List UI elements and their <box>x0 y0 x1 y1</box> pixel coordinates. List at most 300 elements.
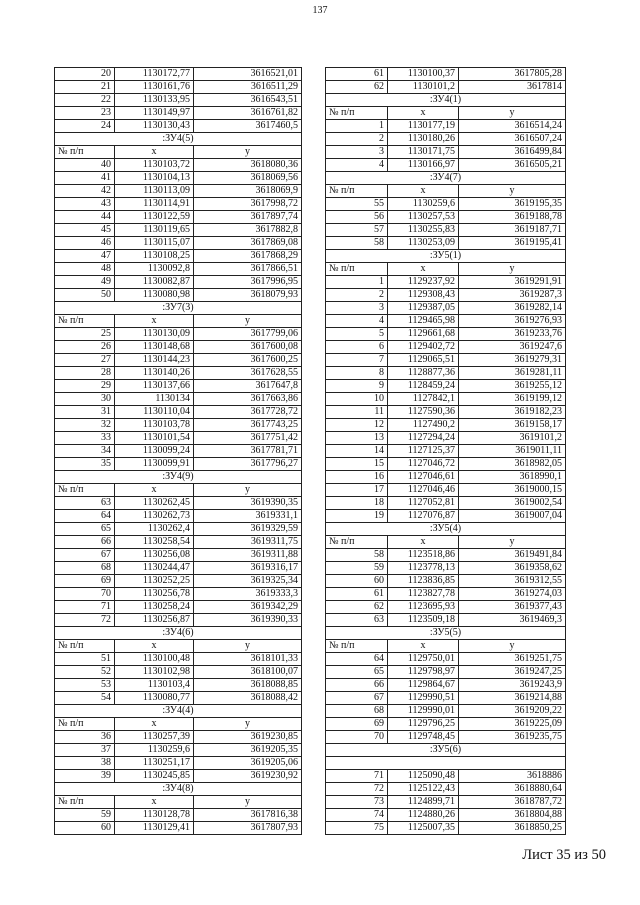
point-number: 20 <box>55 68 115 81</box>
y-coordinate: 3619214,88 <box>459 692 566 705</box>
table-row <box>326 445 566 458</box>
point-number: 5 <box>326 328 388 341</box>
point-number: 30 <box>55 393 115 406</box>
x-coordinate: 1130103,4 <box>115 679 194 692</box>
point-number: 63 <box>326 614 388 627</box>
table-row <box>326 224 566 237</box>
header-number: № п/п <box>326 536 388 549</box>
table-row <box>55 523 302 536</box>
y-coordinate: 3616521,01 <box>194 68 302 81</box>
point-number: 48 <box>55 263 115 276</box>
x-coordinate: 1130257,39 <box>115 731 194 744</box>
point-number: 50 <box>55 289 115 302</box>
y-coordinate: 3619007,04 <box>459 510 566 523</box>
blank-row <box>326 757 566 770</box>
point-number: 11 <box>326 406 388 419</box>
point-number: 69 <box>55 575 115 588</box>
table-row <box>55 224 302 237</box>
y-coordinate: 3619247,25 <box>459 666 566 679</box>
point-number: 25 <box>55 328 115 341</box>
table-row <box>326 367 566 380</box>
point-number: 52 <box>55 666 115 679</box>
table-row <box>55 432 302 445</box>
y-coordinate: 3619002,54 <box>459 497 566 510</box>
point-number: 49 <box>55 276 115 289</box>
point-number: 67 <box>326 692 388 705</box>
x-coordinate: 1123509,18 <box>388 614 459 627</box>
point-number: 38 <box>55 757 115 770</box>
table-row <box>326 718 566 731</box>
point-number: 47 <box>55 250 115 263</box>
x-coordinate: 1128877,36 <box>388 367 459 380</box>
point-number: 51 <box>55 653 115 666</box>
point-number: 4 <box>326 159 388 172</box>
table-row <box>326 419 566 432</box>
point-number: 72 <box>326 783 388 796</box>
point-number: 3 <box>326 302 388 315</box>
sheet-footer: Лист 35 из 50 <box>522 847 606 863</box>
table-row <box>326 679 566 692</box>
point-number: 62 <box>326 81 388 94</box>
y-coordinate: 3617868,29 <box>194 250 302 263</box>
point-number: 72 <box>55 614 115 627</box>
table-row <box>55 614 302 627</box>
section-title-row <box>55 705 302 718</box>
x-coordinate: 1129065,51 <box>388 354 459 367</box>
table-row <box>326 666 566 679</box>
y-coordinate: 3616761,82 <box>194 107 302 120</box>
x-coordinate: 1130100,48 <box>115 653 194 666</box>
table-row <box>326 822 566 835</box>
table-row <box>55 770 302 783</box>
x-coordinate: 1130262,4 <box>115 523 194 536</box>
section-title-row <box>326 250 566 263</box>
y-coordinate: 3619377,43 <box>459 601 566 614</box>
x-coordinate: 1130133,95 <box>115 94 194 107</box>
x-coordinate: 1130114,91 <box>115 198 194 211</box>
x-coordinate: 1130129,41 <box>115 822 194 835</box>
table-row <box>326 406 566 419</box>
y-coordinate: 3616499,84 <box>459 146 566 159</box>
table-row <box>326 289 566 302</box>
x-coordinate: 1129402,72 <box>388 341 459 354</box>
right-table-body <box>326 68 566 835</box>
table-row <box>55 94 302 107</box>
y-coordinate: 3619491,84 <box>459 549 566 562</box>
x-coordinate: 1123827,78 <box>388 588 459 601</box>
point-number: 65 <box>55 523 115 536</box>
x-coordinate: 1130256,78 <box>115 588 194 601</box>
column-header-row <box>55 718 302 731</box>
table-row <box>55 744 302 757</box>
table-row <box>326 601 566 614</box>
table-row <box>55 81 302 94</box>
x-coordinate: 1130256,87 <box>115 614 194 627</box>
table-row <box>55 679 302 692</box>
y-coordinate: 3619251,75 <box>459 653 566 666</box>
y-coordinate: 3619205,06 <box>194 757 302 770</box>
y-coordinate: 3618069,9 <box>194 185 302 198</box>
point-number: 21 <box>55 81 115 94</box>
section-title: :ЗУ4(4) <box>55 705 302 718</box>
x-coordinate: 1129661,68 <box>388 328 459 341</box>
point-number: 35 <box>55 458 115 471</box>
x-coordinate: 1130102,98 <box>115 666 194 679</box>
y-coordinate: 3619205,35 <box>194 744 302 757</box>
y-coordinate: 3617743,25 <box>194 419 302 432</box>
y-coordinate: 3619101,2 <box>459 432 566 445</box>
x-coordinate: 1130113,09 <box>115 185 194 198</box>
column-header-row <box>55 146 302 159</box>
point-number: 28 <box>55 367 115 380</box>
point-number: 33 <box>55 432 115 445</box>
point-number: 7 <box>326 354 388 367</box>
table-row <box>55 536 302 549</box>
table-row <box>326 562 566 575</box>
header-x: x <box>115 315 194 328</box>
table-row <box>55 211 302 224</box>
y-coordinate: 3619316,17 <box>194 562 302 575</box>
y-coordinate: 3618982,05 <box>459 458 566 471</box>
y-coordinate: 3619011,11 <box>459 445 566 458</box>
table-row <box>55 809 302 822</box>
x-coordinate: 1130080,98 <box>115 289 194 302</box>
header-number: № п/п <box>326 107 388 120</box>
table-row <box>326 809 566 822</box>
x-coordinate: 1130259,6 <box>115 744 194 757</box>
x-coordinate: 1127590,36 <box>388 406 459 419</box>
y-coordinate: 3617728,72 <box>194 406 302 419</box>
header-number: № п/п <box>55 640 115 653</box>
table-row <box>55 380 302 393</box>
table-row <box>326 328 566 341</box>
point-number: 66 <box>326 679 388 692</box>
section-title: :ЗУ7(3) <box>55 302 302 315</box>
x-coordinate: 1130092,8 <box>115 263 194 276</box>
point-number: 15 <box>326 458 388 471</box>
x-coordinate: 1130137,66 <box>115 380 194 393</box>
table-row <box>55 341 302 354</box>
point-number: 2 <box>326 133 388 146</box>
table-row <box>326 341 566 354</box>
y-coordinate: 3619469,3 <box>459 614 566 627</box>
section-title-row <box>55 471 302 484</box>
y-coordinate: 3619000,15 <box>459 484 566 497</box>
x-coordinate: 1130245,85 <box>115 770 194 783</box>
x-coordinate: 1130252,25 <box>115 575 194 588</box>
y-coordinate: 3619230,85 <box>194 731 302 744</box>
point-number: 4 <box>326 315 388 328</box>
table-row <box>326 159 566 172</box>
x-coordinate: 1125007,35 <box>388 822 459 835</box>
x-coordinate: 1123518,86 <box>388 549 459 562</box>
point-number: 34 <box>55 445 115 458</box>
table-row <box>55 237 302 250</box>
left-coordinates-table <box>54 67 302 835</box>
y-coordinate: 3617600,08 <box>194 341 302 354</box>
x-coordinate: 1130177,19 <box>388 120 459 133</box>
x-coordinate: 1129387,05 <box>388 302 459 315</box>
table-row <box>55 653 302 666</box>
table-row <box>326 692 566 705</box>
y-coordinate: 3619311,88 <box>194 549 302 562</box>
header-y: y <box>194 484 302 497</box>
table-row <box>55 276 302 289</box>
point-number: 39 <box>55 770 115 783</box>
table-row <box>55 575 302 588</box>
table-row <box>55 601 302 614</box>
point-number: 60 <box>326 575 388 588</box>
section-title-row <box>326 523 566 536</box>
point-number: 31 <box>55 406 115 419</box>
table-row <box>55 588 302 601</box>
y-coordinate: 3619188,78 <box>459 211 566 224</box>
header-y: y <box>459 107 566 120</box>
x-coordinate: 1129798,97 <box>388 666 459 679</box>
x-coordinate: 1127490,2 <box>388 419 459 432</box>
header-y: y <box>194 796 302 809</box>
point-number: 69 <box>326 718 388 731</box>
y-coordinate: 3617796,27 <box>194 458 302 471</box>
point-number: 6 <box>326 341 388 354</box>
table-row <box>55 198 302 211</box>
blank-cell <box>326 757 566 770</box>
point-number: 53 <box>55 679 115 692</box>
section-title-row <box>326 627 566 640</box>
y-coordinate: 3619287,3 <box>459 289 566 302</box>
y-coordinate: 3618100,07 <box>194 666 302 679</box>
section-title-row <box>55 783 302 796</box>
column-header-row <box>55 796 302 809</box>
section-title: :ЗУ5(1) <box>326 250 566 263</box>
y-coordinate: 3618850,25 <box>459 822 566 835</box>
x-coordinate: 1130103,72 <box>115 159 194 172</box>
table-row <box>326 302 566 315</box>
table-row <box>326 198 566 211</box>
point-number: 9 <box>326 380 388 393</box>
table-row <box>55 393 302 406</box>
table-row <box>326 68 566 81</box>
y-coordinate: 3617869,08 <box>194 237 302 250</box>
table-row <box>55 289 302 302</box>
point-number: 24 <box>55 120 115 133</box>
x-coordinate: 1130180,26 <box>388 133 459 146</box>
point-number: 17 <box>326 484 388 497</box>
table-row <box>55 367 302 380</box>
x-coordinate: 1130144,23 <box>115 354 194 367</box>
x-coordinate: 1129864,67 <box>388 679 459 692</box>
y-coordinate: 3619225,09 <box>459 718 566 731</box>
point-number: 41 <box>55 172 115 185</box>
point-number: 71 <box>326 770 388 783</box>
x-coordinate: 1127046,72 <box>388 458 459 471</box>
y-coordinate: 3617897,74 <box>194 211 302 224</box>
section-title: :ЗУ4(7) <box>326 172 566 185</box>
point-number: 43 <box>55 198 115 211</box>
column-header-row <box>326 263 566 276</box>
table-row <box>55 159 302 172</box>
point-number: 67 <box>55 549 115 562</box>
y-coordinate: 3617998,72 <box>194 198 302 211</box>
point-number: 14 <box>326 445 388 458</box>
header-y: y <box>459 185 566 198</box>
y-coordinate: 3619230,92 <box>194 770 302 783</box>
point-number: 32 <box>55 419 115 432</box>
header-x: x <box>388 640 459 653</box>
x-coordinate: 1130148,68 <box>115 341 194 354</box>
header-x: x <box>115 640 194 653</box>
table-row <box>326 380 566 393</box>
right-coordinates-table <box>325 67 566 835</box>
point-number: 26 <box>55 341 115 354</box>
point-number: 42 <box>55 185 115 198</box>
x-coordinate: 1130080,77 <box>115 692 194 705</box>
x-coordinate: 1130101,2 <box>388 81 459 94</box>
header-number: № п/п <box>326 185 388 198</box>
table-row <box>326 354 566 367</box>
point-number: 22 <box>55 94 115 107</box>
x-coordinate: 1130258,24 <box>115 601 194 614</box>
y-coordinate: 3619291,91 <box>459 276 566 289</box>
x-coordinate: 1130255,83 <box>388 224 459 237</box>
y-coordinate: 3619312,55 <box>459 575 566 588</box>
x-coordinate: 1130253,09 <box>388 237 459 250</box>
table-row <box>326 497 566 510</box>
x-coordinate: 1127052,81 <box>388 497 459 510</box>
point-number: 66 <box>55 536 115 549</box>
x-coordinate: 1125122,43 <box>388 783 459 796</box>
point-number: 45 <box>55 224 115 237</box>
point-number: 65 <box>326 666 388 679</box>
y-coordinate: 3616511,29 <box>194 81 302 94</box>
y-coordinate: 3619279,31 <box>459 354 566 367</box>
point-number: 73 <box>326 796 388 809</box>
table-row <box>326 510 566 523</box>
section-title-row <box>55 627 302 640</box>
point-number: 71 <box>55 601 115 614</box>
point-number: 13 <box>326 432 388 445</box>
x-coordinate: 1130149,97 <box>115 107 194 120</box>
point-number: 1 <box>326 276 388 289</box>
x-coordinate: 1129748,45 <box>388 731 459 744</box>
table-row <box>326 432 566 445</box>
x-coordinate: 1130166,97 <box>388 159 459 172</box>
table-row <box>55 120 302 133</box>
table-row <box>55 666 302 679</box>
y-coordinate: 3619276,93 <box>459 315 566 328</box>
point-number: 36 <box>55 731 115 744</box>
table-row <box>55 172 302 185</box>
table-row <box>326 133 566 146</box>
y-coordinate: 3617805,28 <box>459 68 566 81</box>
y-coordinate: 3617816,38 <box>194 809 302 822</box>
x-coordinate: 1127076,87 <box>388 510 459 523</box>
y-coordinate: 3618804,88 <box>459 809 566 822</box>
table-row <box>326 783 566 796</box>
x-coordinate: 1123836,85 <box>388 575 459 588</box>
point-number: 3 <box>326 146 388 159</box>
point-number: 18 <box>326 497 388 510</box>
table-row <box>55 692 302 705</box>
table-row <box>326 237 566 250</box>
x-coordinate: 1129308,43 <box>388 289 459 302</box>
x-coordinate: 1130172,77 <box>115 68 194 81</box>
y-coordinate: 3619274,03 <box>459 588 566 601</box>
header-y: y <box>194 146 302 159</box>
x-coordinate: 1130262,45 <box>115 497 194 510</box>
x-coordinate: 1130140,26 <box>115 367 194 380</box>
x-coordinate: 1130115,07 <box>115 237 194 250</box>
table-row <box>55 549 302 562</box>
y-coordinate: 3617751,42 <box>194 432 302 445</box>
point-number: 70 <box>55 588 115 601</box>
table-row <box>55 185 302 198</box>
table-row <box>326 276 566 289</box>
y-coordinate: 3619281,11 <box>459 367 566 380</box>
point-number: 40 <box>55 159 115 172</box>
header-number: № п/п <box>55 718 115 731</box>
table-row <box>55 562 302 575</box>
point-number: 64 <box>326 653 388 666</box>
x-coordinate: 1130256,08 <box>115 549 194 562</box>
y-coordinate: 3618886 <box>459 770 566 783</box>
section-title: :ЗУ4(1) <box>326 94 566 107</box>
section-title-row <box>55 133 302 146</box>
point-number: 27 <box>55 354 115 367</box>
y-coordinate: 3619329,59 <box>194 523 302 536</box>
y-coordinate: 3619158,17 <box>459 419 566 432</box>
y-coordinate: 3618080,36 <box>194 159 302 172</box>
column-header-row <box>55 315 302 328</box>
section-title-row <box>326 94 566 107</box>
section-title: :ЗУ4(9) <box>55 471 302 484</box>
y-coordinate: 3617882,8 <box>194 224 302 237</box>
y-coordinate: 3617647,8 <box>194 380 302 393</box>
y-coordinate: 3619390,35 <box>194 497 302 510</box>
y-coordinate: 3619325,34 <box>194 575 302 588</box>
header-number: № п/п <box>55 146 115 159</box>
column-header-row <box>55 640 302 653</box>
section-title: :ЗУ4(8) <box>55 783 302 796</box>
x-coordinate: 1123695,93 <box>388 601 459 614</box>
left-table-body <box>55 68 302 835</box>
header-number: № п/п <box>326 640 388 653</box>
section-title: :ЗУ4(5) <box>55 133 302 146</box>
header-x: x <box>115 796 194 809</box>
x-coordinate: 1130128,78 <box>115 809 194 822</box>
point-number: 64 <box>55 510 115 523</box>
table-row <box>326 614 566 627</box>
table-row <box>326 653 566 666</box>
x-coordinate: 1127046,46 <box>388 484 459 497</box>
x-coordinate: 1124899,71 <box>388 796 459 809</box>
point-number: 61 <box>326 588 388 601</box>
y-coordinate: 3617996,95 <box>194 276 302 289</box>
x-coordinate: 1130122,59 <box>115 211 194 224</box>
y-coordinate: 3619209,22 <box>459 705 566 718</box>
page-number: 137 <box>312 5 328 16</box>
section-title: :ЗУ5(4) <box>326 523 566 536</box>
header-y: y <box>194 718 302 731</box>
x-coordinate: 1130104,13 <box>115 172 194 185</box>
section-title: :ЗУ5(5) <box>326 627 566 640</box>
header-number: № п/п <box>326 263 388 276</box>
y-coordinate: 3617663,86 <box>194 393 302 406</box>
x-coordinate: 1129990,51 <box>388 692 459 705</box>
x-coordinate: 1127046,61 <box>388 471 459 484</box>
y-coordinate: 3619333,3 <box>194 588 302 601</box>
table-row <box>326 458 566 471</box>
